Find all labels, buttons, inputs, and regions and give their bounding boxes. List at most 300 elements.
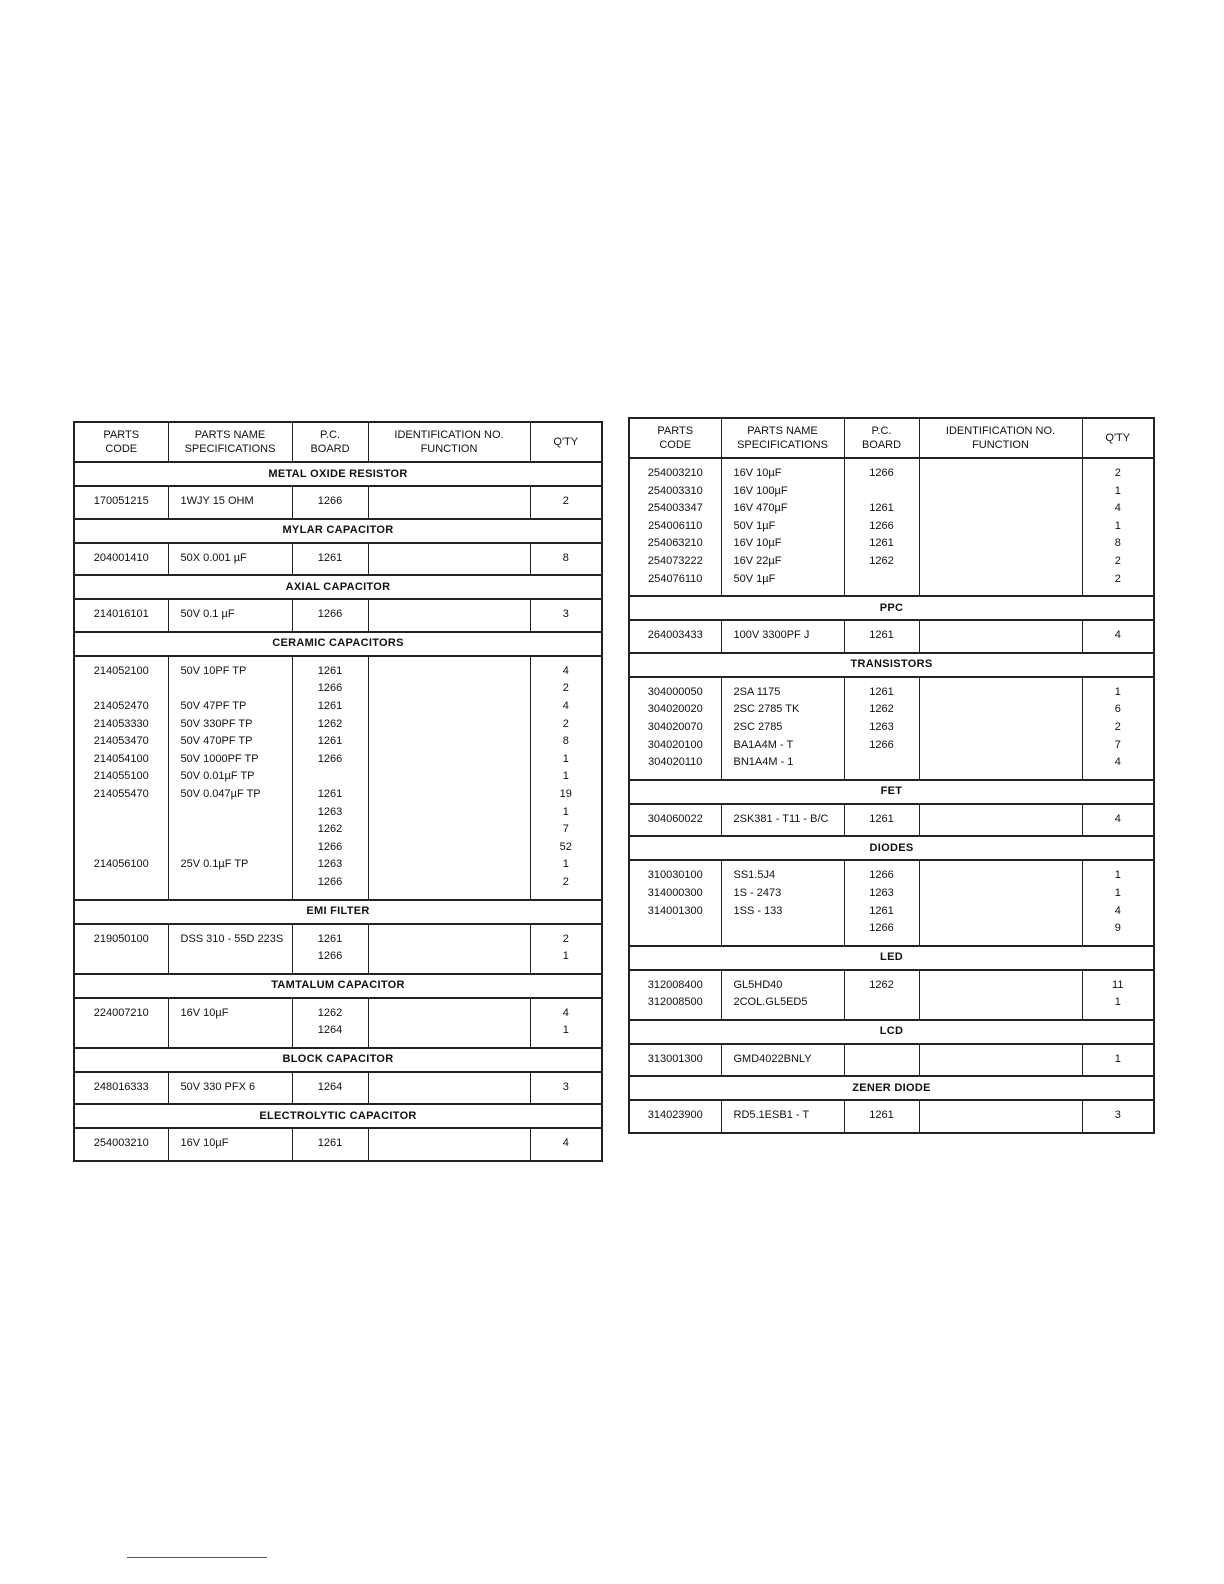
pc-board: 1266 bbox=[869, 519, 894, 532]
qty: 1 bbox=[562, 1024, 569, 1037]
pc-board: 1261 bbox=[869, 812, 894, 825]
section-header-row bbox=[74, 519, 602, 543]
pc-board-cell bbox=[844, 1044, 919, 1077]
parts-code bbox=[75, 948, 168, 966]
pc-board: 1262 bbox=[317, 1006, 343, 1019]
qty: 52 bbox=[559, 840, 572, 853]
qty-cell bbox=[1082, 458, 1154, 596]
parts-name: 2SA 1175 bbox=[733, 685, 781, 698]
parts-name: 1SS - 133 bbox=[733, 904, 783, 917]
parts-name: SS1.5J4 bbox=[733, 869, 776, 882]
parts-name bbox=[181, 1022, 292, 1040]
qty: 7 bbox=[562, 823, 569, 836]
col-header-identification: IDENTIFICATION NO. FUNCTION bbox=[368, 422, 530, 462]
parts-code: 304020020 bbox=[647, 703, 703, 716]
qty: 1 bbox=[562, 770, 569, 783]
parts-name-cell bbox=[168, 1072, 292, 1105]
pc-board: 1261 bbox=[317, 699, 343, 712]
col-header-pc-board: P.C. BOARD bbox=[844, 418, 919, 458]
identification-cell bbox=[368, 656, 530, 900]
pc-board: 1262 bbox=[869, 554, 894, 567]
parts-name: 16V 10µF bbox=[733, 537, 782, 550]
parts-name: GMD4022BNLY bbox=[733, 1052, 812, 1065]
table-body bbox=[629, 458, 1154, 1133]
qty-cell bbox=[1082, 970, 1154, 1020]
table-row-group bbox=[74, 1128, 602, 1161]
qty: 1 bbox=[1114, 484, 1121, 497]
parts-code: 254076110 bbox=[648, 572, 703, 585]
parts-code: 264003433 bbox=[647, 629, 703, 642]
qty: 2 bbox=[1114, 720, 1121, 733]
parts-code bbox=[75, 821, 168, 839]
pc-board: 1261 bbox=[869, 1109, 894, 1122]
parts-code-cell bbox=[629, 970, 721, 1020]
parts-code-cell bbox=[629, 1044, 721, 1077]
section-header-row bbox=[629, 780, 1154, 804]
parts-code: 304060022 bbox=[647, 812, 703, 825]
qty-cell bbox=[1082, 860, 1154, 945]
qty: 3 bbox=[562, 608, 569, 621]
parts-code: 314001300 bbox=[647, 904, 703, 917]
parts-code-cell bbox=[74, 998, 168, 1048]
parts-name: 50V 47PF TP bbox=[180, 699, 247, 712]
section-header-row bbox=[74, 974, 602, 998]
parts-name: 16V 10µF bbox=[180, 1137, 229, 1150]
identification-cell bbox=[368, 599, 530, 632]
pc-board: 1264 bbox=[317, 1024, 343, 1037]
section-header-row bbox=[629, 653, 1154, 677]
identification-cell bbox=[919, 1044, 1082, 1077]
parts-code bbox=[75, 680, 168, 698]
parts-name-cell bbox=[168, 924, 292, 974]
parts-name: 2COL.GL5ED5 bbox=[733, 996, 808, 1009]
qty: 1 bbox=[562, 950, 569, 963]
parts-name: 50V 470PF TP bbox=[180, 735, 253, 748]
section-title: PPC bbox=[629, 596, 1154, 620]
identification-cell bbox=[919, 804, 1082, 837]
parts-code: 254003310 bbox=[647, 484, 703, 497]
pc-board: 1263 bbox=[317, 805, 343, 818]
pc-board bbox=[845, 1051, 919, 1069]
parts-name: 50V 0.047µF TP bbox=[180, 787, 261, 800]
qty: 1 bbox=[562, 752, 569, 765]
parts-name: RD5.1ESB1 - T bbox=[733, 1109, 810, 1122]
pc-board: 1262 bbox=[317, 717, 343, 730]
qty: 4 bbox=[1114, 502, 1121, 515]
identification-cell bbox=[919, 970, 1082, 1020]
pc-board: 1266 bbox=[317, 608, 343, 621]
parts-name: 25V 0.1µF TP bbox=[180, 858, 249, 871]
parts-name-cell bbox=[721, 458, 844, 596]
section-title: DIODES bbox=[629, 836, 1154, 860]
parts-name: 50V 1000PF TP bbox=[180, 752, 259, 765]
qty: 4 bbox=[562, 1137, 569, 1150]
pc-board: 1262 bbox=[869, 978, 894, 991]
parts-name-cell bbox=[168, 543, 292, 576]
parts-name-cell bbox=[168, 599, 292, 632]
parts-code bbox=[75, 804, 168, 822]
qty: 2 bbox=[1114, 572, 1121, 585]
parts-code: 170051215 bbox=[93, 495, 149, 507]
table-row-group bbox=[629, 804, 1154, 837]
parts-name: 50V 10PF TP bbox=[180, 664, 247, 677]
pc-board: 1266 bbox=[869, 922, 894, 935]
section-header-row bbox=[74, 575, 602, 599]
parts-name-cell bbox=[721, 1100, 844, 1133]
table-row-group bbox=[74, 1072, 602, 1105]
parts-name-cell bbox=[168, 998, 292, 1048]
qty: 8 bbox=[562, 551, 569, 564]
col-header-parts-code: PARTS CODE bbox=[629, 418, 721, 458]
pc-board: 1266 bbox=[317, 840, 343, 853]
parts-code: 214052470 bbox=[93, 699, 149, 712]
section-title: MYLAR CAPACITOR bbox=[74, 519, 602, 543]
section-header-row bbox=[74, 900, 602, 924]
section-header-row bbox=[629, 1076, 1154, 1100]
pc-board-cell bbox=[844, 804, 919, 837]
qty: 2 bbox=[562, 717, 569, 730]
qty: 2 bbox=[562, 875, 569, 888]
parts-code: 304020100 bbox=[647, 738, 703, 751]
pc-board-cell bbox=[292, 656, 368, 900]
parts-name: 50V 0.1 µF bbox=[180, 608, 235, 621]
pc-board bbox=[845, 754, 919, 772]
parts-name: 16V 22µF bbox=[733, 554, 782, 567]
col-header-pc-board: P.C. BOARD bbox=[292, 422, 368, 462]
header-row bbox=[629, 418, 1154, 458]
section-title: CERAMIC CAPACITORS bbox=[74, 632, 602, 656]
parts-name-cell bbox=[721, 620, 844, 653]
pc-board: 1261 bbox=[869, 537, 894, 550]
parts-code: 224007210 bbox=[93, 1006, 149, 1019]
parts-code: 214055100 bbox=[93, 770, 149, 783]
parts-code bbox=[75, 874, 168, 892]
qty: 1 bbox=[1114, 1052, 1121, 1065]
qty: 1 bbox=[1114, 869, 1121, 882]
parts-code: 312008500 bbox=[647, 996, 703, 1009]
col-header-parts-name: PARTS NAME SPECIFICATIONS bbox=[168, 422, 292, 462]
parts-code: 254063210 bbox=[647, 537, 703, 550]
table-row-group bbox=[629, 1100, 1154, 1133]
qty: 2 bbox=[562, 932, 569, 945]
pc-board-cell bbox=[292, 998, 368, 1048]
section-header-row bbox=[74, 462, 602, 486]
section-title: FET bbox=[629, 780, 1154, 804]
pc-board: 1261 bbox=[869, 629, 894, 642]
pc-board: 1261 bbox=[869, 685, 894, 698]
parts-name: 50V 1µF bbox=[733, 572, 776, 585]
pc-board-cell bbox=[292, 543, 368, 576]
section-title: AXIAL CAPACITOR bbox=[74, 575, 602, 599]
parts-code: 310030100 bbox=[647, 869, 703, 882]
pc-board-cell bbox=[844, 620, 919, 653]
parts-name: 16V 10µF bbox=[733, 467, 782, 479]
qty-cell bbox=[530, 599, 602, 632]
table-row-group bbox=[629, 458, 1154, 596]
pc-board-cell bbox=[844, 458, 919, 596]
parts-code: 254006110 bbox=[648, 519, 703, 532]
identification-cell bbox=[919, 677, 1082, 780]
parts-name: 2SC 2785 TK bbox=[733, 703, 800, 716]
qty: 4 bbox=[1114, 629, 1121, 642]
parts-code-cell bbox=[629, 677, 721, 780]
table-row-group bbox=[74, 543, 602, 576]
qty-cell bbox=[1082, 804, 1154, 837]
section-header-row bbox=[629, 946, 1154, 970]
table-row-group bbox=[74, 998, 602, 1048]
parts-name-cell bbox=[721, 860, 844, 945]
parts-name-cell bbox=[168, 656, 292, 900]
qty: 3 bbox=[1114, 1109, 1121, 1122]
table-row-group bbox=[629, 677, 1154, 780]
qty: 6 bbox=[1114, 703, 1121, 716]
pc-board-cell bbox=[292, 924, 368, 974]
section-header-row bbox=[629, 1020, 1154, 1044]
pc-board-cell bbox=[844, 860, 919, 945]
section-title: ELECTROLYTIC CAPACITOR bbox=[74, 1104, 602, 1128]
parts-name-cell bbox=[721, 970, 844, 1020]
identification-cell bbox=[919, 458, 1082, 596]
parts-code: 314000300 bbox=[647, 886, 703, 899]
qty: 9 bbox=[1114, 922, 1121, 935]
pc-board-cell bbox=[292, 1072, 368, 1105]
pc-board: 1262 bbox=[869, 703, 894, 716]
identification-cell bbox=[368, 486, 530, 519]
parts-name bbox=[181, 874, 292, 892]
parts-code-cell bbox=[74, 924, 168, 974]
identification-cell bbox=[919, 1100, 1082, 1133]
qty-cell bbox=[530, 656, 602, 900]
parts-code: 313001300 bbox=[647, 1052, 703, 1065]
table-row-group bbox=[74, 486, 602, 519]
pc-board bbox=[845, 571, 919, 589]
pc-board: 1263 bbox=[869, 886, 894, 899]
pc-board: 1266 bbox=[869, 467, 894, 479]
footnote-rule bbox=[127, 1557, 267, 1558]
qty: 1 bbox=[1114, 996, 1121, 1009]
pc-board: 1266 bbox=[317, 495, 343, 507]
parts-code: 254003210 bbox=[647, 467, 703, 479]
qty-cell bbox=[1082, 677, 1154, 780]
parts-name: 1S - 2473 bbox=[733, 886, 782, 899]
qty-cell bbox=[1082, 620, 1154, 653]
parts-code-cell bbox=[629, 860, 721, 945]
qty-cell bbox=[1082, 1100, 1154, 1133]
parts-code bbox=[75, 1022, 168, 1040]
pc-board-cell bbox=[292, 1128, 368, 1161]
parts-code: 214055470 bbox=[93, 787, 149, 800]
table-body bbox=[74, 462, 602, 1161]
table-row-group bbox=[629, 970, 1154, 1020]
parts-code-cell bbox=[74, 543, 168, 576]
parts-name: 16V 10µF bbox=[180, 1006, 229, 1019]
col-header-qty: Q'TY bbox=[530, 422, 602, 462]
identification-cell bbox=[368, 543, 530, 576]
pc-board: 1261 bbox=[317, 551, 343, 564]
col-header-parts-code: PARTS CODE bbox=[74, 422, 168, 462]
table-row-group bbox=[74, 656, 602, 900]
table-row-group bbox=[74, 924, 602, 974]
qty: 19 bbox=[559, 787, 572, 800]
pc-board: 1266 bbox=[317, 682, 343, 695]
parts-code-cell bbox=[74, 656, 168, 900]
pc-board: 1261 bbox=[317, 664, 343, 677]
parts-name: 16V 100µF bbox=[733, 484, 788, 497]
parts-table-left bbox=[73, 421, 603, 1162]
pc-board: 1262 bbox=[317, 823, 343, 836]
parts-code-cell bbox=[74, 599, 168, 632]
pc-board bbox=[845, 483, 919, 501]
qty: 8 bbox=[1114, 537, 1121, 550]
section-title: LCD bbox=[629, 1020, 1154, 1044]
pc-board: 1261 bbox=[317, 735, 343, 748]
qty: 4 bbox=[562, 1006, 569, 1019]
col-header-parts-name: PARTS NAME SPECIFICATIONS bbox=[721, 418, 844, 458]
qty: 4 bbox=[562, 664, 569, 677]
parts-code: 214053330 bbox=[93, 717, 149, 730]
pc-board: 1266 bbox=[317, 950, 343, 963]
parts-name: 2SC 2785 bbox=[733, 720, 783, 733]
parts-name bbox=[181, 821, 292, 839]
parts-code-cell bbox=[74, 486, 168, 519]
qty: 2 bbox=[562, 495, 569, 507]
parts-code: 214053470 bbox=[93, 735, 149, 748]
pc-board: 1261 bbox=[869, 502, 894, 515]
parts-name-cell bbox=[168, 1128, 292, 1161]
parts-code: 214054100 bbox=[93, 752, 149, 765]
parts-code: 219050100 bbox=[93, 932, 149, 945]
qty: 1 bbox=[562, 858, 569, 871]
pc-board: 1261 bbox=[317, 932, 343, 945]
pc-board-cell bbox=[292, 599, 368, 632]
parts-name-cell bbox=[168, 486, 292, 519]
pc-board: 1263 bbox=[317, 858, 343, 871]
table-row-group bbox=[629, 1044, 1154, 1077]
pc-board: 1266 bbox=[317, 875, 343, 888]
qty: 2 bbox=[562, 682, 569, 695]
parts-name: 100V 3300PF J bbox=[733, 629, 810, 642]
parts-code: 314023900 bbox=[647, 1109, 703, 1122]
parts-name: 50V 330PF TP bbox=[180, 717, 253, 730]
identification-cell bbox=[919, 860, 1082, 945]
qty: 1 bbox=[1114, 886, 1121, 899]
section-title: EMI FILTER bbox=[74, 900, 602, 924]
table-row-group bbox=[629, 860, 1154, 945]
pc-board: 1261 bbox=[317, 1137, 343, 1150]
parts-code: 214052100 bbox=[93, 664, 149, 677]
parts-code: 304000050 bbox=[647, 685, 703, 698]
parts-name: 1WJY 15 OHM bbox=[180, 495, 254, 507]
qty-cell bbox=[530, 1072, 602, 1105]
qty-cell bbox=[1082, 1044, 1154, 1077]
qty: 3 bbox=[562, 1080, 569, 1093]
col-header-qty: Q'TY bbox=[1082, 418, 1154, 458]
qty-cell bbox=[530, 1128, 602, 1161]
header-row bbox=[74, 422, 602, 462]
table-row-group bbox=[74, 599, 602, 632]
parts-code bbox=[630, 920, 721, 938]
pc-board: 1266 bbox=[869, 738, 894, 751]
section-header-row bbox=[629, 596, 1154, 620]
parts-code: 254073222 bbox=[647, 554, 703, 567]
parts-code-cell bbox=[629, 1100, 721, 1133]
parts-table-right bbox=[628, 417, 1155, 1134]
pc-board: 1261 bbox=[869, 904, 894, 917]
identification-cell bbox=[368, 1072, 530, 1105]
parts-name: 50V 0.01µF TP bbox=[180, 770, 255, 783]
pc-board-cell bbox=[844, 970, 919, 1020]
qty: 4 bbox=[1114, 904, 1121, 917]
parts-name: GL5HD40 bbox=[733, 978, 783, 991]
parts-name bbox=[181, 839, 292, 857]
parts-name: 50V 330 PFX 6 bbox=[180, 1080, 256, 1093]
qty-cell bbox=[530, 998, 602, 1048]
parts-code-cell bbox=[629, 458, 721, 596]
identification-cell bbox=[368, 1128, 530, 1161]
parts-name: DSS 310 - 55D 223S bbox=[180, 932, 284, 945]
section-title: TAMTALUM CAPACITOR bbox=[74, 974, 602, 998]
parts-name-cell bbox=[721, 677, 844, 780]
parts-code: 304020110 bbox=[648, 756, 703, 769]
parts-code-cell bbox=[74, 1128, 168, 1161]
parts-name: 2SK381 - T11 - B/C bbox=[733, 812, 829, 825]
section-title: METAL OXIDE RESISTOR bbox=[74, 462, 602, 486]
section-header-row bbox=[74, 632, 602, 656]
pc-board-cell bbox=[844, 1100, 919, 1133]
section-title: LED bbox=[629, 946, 1154, 970]
section-title: TRANSISTORS bbox=[629, 653, 1154, 677]
section-title: BLOCK CAPACITOR bbox=[74, 1048, 602, 1072]
qty: 2 bbox=[1114, 554, 1121, 567]
identification-cell bbox=[368, 924, 530, 974]
qty: 7 bbox=[1114, 738, 1121, 751]
pc-board: 1266 bbox=[869, 869, 894, 882]
qty: 4 bbox=[562, 699, 569, 712]
parts-name: 50V 1µF bbox=[733, 519, 776, 532]
parts-code: 254003210 bbox=[93, 1137, 149, 1150]
pc-board-cell bbox=[844, 677, 919, 780]
col-header-identification: IDENTIFICATION NO. FUNCTION bbox=[919, 418, 1082, 458]
qty-cell bbox=[530, 543, 602, 576]
parts-code: 214016101 bbox=[93, 608, 149, 621]
section-title: ZENER DIODE bbox=[629, 1076, 1154, 1100]
parts-name: BN1A4M - 1 bbox=[733, 756, 794, 769]
identification-cell bbox=[368, 998, 530, 1048]
qty: 1 bbox=[562, 805, 569, 818]
parts-code: 254003347 bbox=[647, 502, 703, 515]
qty: 1 bbox=[1114, 519, 1121, 532]
parts-name: BA1A4M - T bbox=[733, 738, 794, 751]
parts-name bbox=[181, 804, 292, 822]
parts-name bbox=[181, 680, 292, 698]
parts-code: 248016333 bbox=[93, 1080, 149, 1093]
parts-name bbox=[181, 948, 292, 966]
parts-code: 312008400 bbox=[647, 978, 703, 991]
qty: 1 bbox=[1114, 685, 1121, 698]
pc-board bbox=[293, 768, 368, 786]
parts-code: 214056100 bbox=[93, 858, 149, 871]
section-header-row bbox=[629, 836, 1154, 860]
qty: 8 bbox=[562, 735, 569, 748]
qty-cell bbox=[530, 924, 602, 974]
parts-name bbox=[734, 920, 844, 938]
parts-code-cell bbox=[629, 620, 721, 653]
parts-code bbox=[75, 839, 168, 857]
table-row-group bbox=[629, 620, 1154, 653]
parts-name-cell bbox=[721, 1044, 844, 1077]
qty-cell bbox=[530, 486, 602, 519]
parts-name-cell bbox=[721, 804, 844, 837]
